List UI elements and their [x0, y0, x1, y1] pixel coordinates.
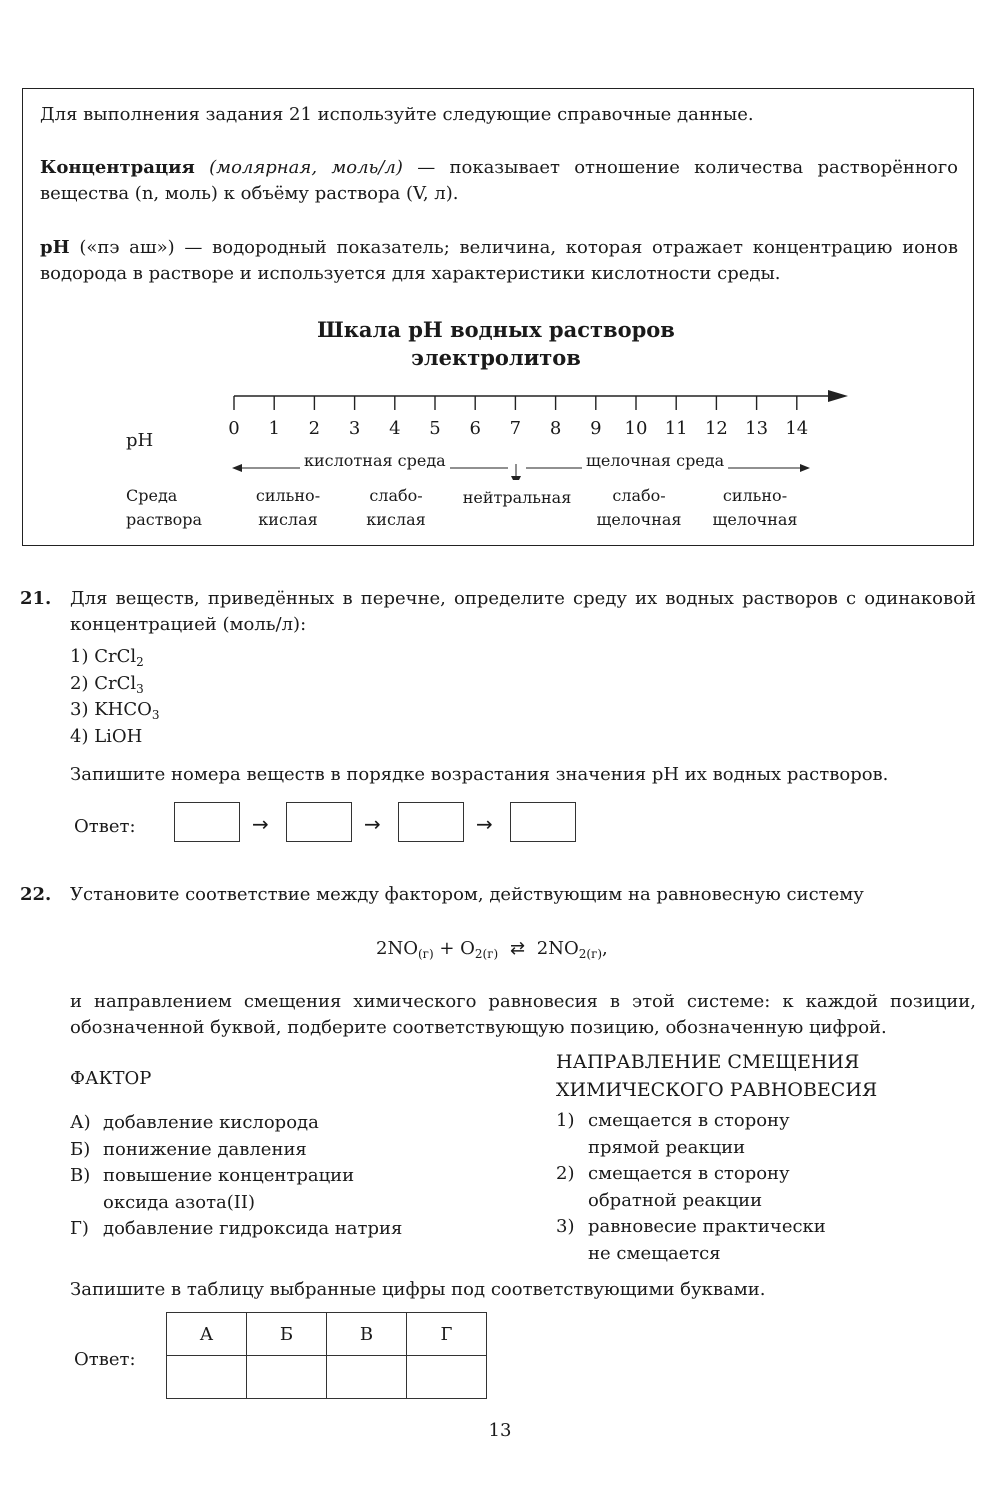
ph-value-label: 8 — [549, 418, 562, 439]
env-strong-acid-line2: кислая — [258, 510, 318, 529]
answer-table-header: Б — [247, 1313, 327, 1356]
ph-value-label: 6 — [469, 418, 481, 439]
answer-table-cell[interactable] — [167, 1356, 247, 1399]
factor-letter: Б) — [70, 1138, 91, 1160]
answer-table-header: А — [167, 1313, 247, 1356]
task21-text: Для веществ, приведённых в перечне, определите среду их водных растворов с одинаковой концентрацией (моль/л): — [70, 588, 976, 635]
env-strong-alkaline-line1: сильно- — [722, 486, 788, 505]
env-strong-alkaline-line2: щелочная — [712, 510, 798, 529]
ph-value-label: 10 — [624, 418, 648, 439]
concentration-text: — показывает отношение количества растворённого вещества (n, моль) к объёму раствора (V, л). — [40, 157, 958, 204]
neutral-marker-arrowhead — [511, 476, 521, 480]
ph-definition — [40, 235, 958, 287]
factor-text-cont: оксида азота(II) — [103, 1191, 256, 1213]
direction-text-cont: обратной реакции — [588, 1189, 763, 1211]
ph-text: («пэ аш») — водородный показатель; величина, которая отражает концентрацию ионов водорода в растворе и используется для характеристики кислотности среды. — [40, 237, 958, 284]
substance-subscript: 3 — [136, 681, 144, 696]
equilibrium-arrow: ⇄ — [509, 938, 526, 959]
direction-number: 2) — [556, 1163, 575, 1184]
factor-text: понижение давления — [103, 1138, 307, 1160]
substance-formula: LiOH — [94, 725, 143, 747]
eq-sub-gas-1: (г) — [417, 947, 434, 961]
task21-number: 21. — [20, 588, 52, 609]
substance-subscript: 3 — [151, 708, 160, 722]
factor-letter: В) — [70, 1165, 91, 1186]
factor-letter: Г) — [70, 1218, 89, 1239]
answer-arrow-1: → — [252, 812, 269, 836]
substance-number: 4) — [70, 725, 89, 747]
acid-range-label: кислотная среда — [300, 451, 450, 470]
substance-item — [70, 644, 160, 671]
env-weak-alkaline-line1: слабо- — [612, 486, 666, 505]
env-strong-acid-line1: сильно- — [255, 486, 321, 505]
factor-header: ФАКТОР — [70, 1068, 152, 1089]
environment-label-line2: раствора — [126, 510, 203, 529]
factor-item — [70, 1163, 402, 1216]
task22-answer-label: Ответ: — [74, 1349, 136, 1370]
eq-sub-gas-3: 2(г) — [578, 947, 603, 961]
concentration-units: (молярная, моль/л) — [209, 157, 403, 178]
factor-text: добавление кислорода — [103, 1112, 319, 1133]
direction-list — [556, 1108, 826, 1267]
task21-answer-label: Ответ: — [74, 816, 136, 837]
substance-number: 2) — [70, 672, 89, 694]
answer-arrow-2: → — [364, 812, 381, 836]
ph-value-label: 7 — [509, 418, 522, 439]
factor-letter: А) — [70, 1112, 91, 1133]
substance-formula: CrCl — [94, 646, 137, 667]
alkaline-range-arrowhead — [800, 464, 810, 472]
ph-value-label: 3 — [348, 418, 361, 439]
substance-formula: KHCO — [94, 699, 152, 720]
alkaline-range-label: щелочная среда — [582, 451, 728, 470]
answer-table-header: Г — [407, 1313, 487, 1356]
ph-axis-ticks — [234, 396, 797, 410]
factor-item — [70, 1216, 402, 1243]
env-weak-acid-line1: слабо- — [369, 486, 423, 505]
direction-text: смещается в сторону — [588, 1163, 790, 1184]
eq-product-no2: 2NO — [536, 938, 579, 959]
environment-label-line1: Среда — [126, 486, 178, 505]
substance-number: 1) — [70, 646, 89, 667]
ph-row-label: pH — [126, 430, 154, 451]
eq-reactant-no: 2NO — [376, 938, 418, 959]
ph-term: pH — [40, 237, 70, 258]
direction-number: 3) — [556, 1216, 575, 1237]
answer-table-cell[interactable] — [327, 1356, 407, 1399]
answer-table — [166, 1312, 487, 1399]
factor-text: добавление гидроксида натрия — [103, 1218, 403, 1239]
ph-value-label: 4 — [389, 418, 401, 439]
factor-list — [70, 1110, 402, 1243]
direction-header-line1: НАПРАВЛЕНИЕ СМЕЩЕНИЯ — [556, 1051, 860, 1073]
direction-text: равновесие практически — [588, 1216, 826, 1237]
task22-text2: и направлением смещения химического равновесия в этой системе: к каждой позиции, обозначенной буквой, подберите соответствующую позицию, обозначенную цифрой. — [70, 991, 976, 1038]
task22-instruction: Запишите в таблицу выбранные цифры под соответствующими буквами. — [70, 1279, 766, 1300]
scale-title-line2: электролитов — [411, 345, 581, 370]
env-weak-alkaline-line2: щелочная — [596, 510, 682, 529]
direction-text-cont: прямой реакции — [588, 1136, 746, 1158]
answer-arrow-3: → — [476, 812, 493, 836]
factor-item — [70, 1110, 402, 1137]
ph-value-label: 13 — [745, 418, 769, 439]
task21-list — [70, 644, 160, 750]
scale-title — [296, 316, 696, 372]
env-weak-acid-line2: кислая — [366, 510, 426, 529]
ph-value-label: 11 — [664, 418, 688, 439]
ph-axis-arrowhead — [828, 390, 848, 402]
env-weak-alkaline — [586, 484, 692, 532]
concentration-term: Концентрация — [40, 157, 195, 178]
factor-text: повышение концентрации — [103, 1165, 355, 1186]
direction-header-line2: ХИМИЧЕСКОГО РАВНОВЕСИЯ — [556, 1079, 878, 1101]
answer-box-4[interactable] — [510, 802, 576, 842]
scale-title-line1: Шкала pH водных растворов — [317, 317, 675, 342]
answer-box-1[interactable] — [174, 802, 240, 842]
answer-table-header: В — [327, 1313, 407, 1356]
env-weak-acid — [346, 484, 446, 532]
direction-text: смещается в сторону — [588, 1110, 790, 1131]
answer-box-3[interactable] — [398, 802, 464, 842]
ph-value-label: 9 — [590, 418, 602, 439]
substance-item — [70, 697, 160, 724]
answer-table-cell[interactable] — [407, 1356, 487, 1399]
env-strong-alkaline — [700, 484, 810, 532]
page-number: 13 — [488, 1420, 512, 1441]
reference-intro: Для выполнения задания 21 используйте следующие справочные данные. — [40, 104, 754, 125]
ph-value-label: 0 — [228, 418, 240, 439]
eq-reactant-o2: + O — [433, 938, 475, 959]
ph-value-label: 2 — [308, 418, 321, 439]
env-neutral: нейтральная — [462, 488, 572, 507]
direction-item — [556, 1214, 826, 1267]
task22-number: 22. — [20, 884, 52, 905]
ph-value-label: 1 — [268, 418, 280, 439]
eq-sub-gas-2: 2(г) — [474, 947, 499, 961]
eq-tail: , — [602, 938, 608, 959]
env-strong-acid — [238, 484, 338, 532]
substance-subscript: 2 — [136, 655, 144, 669]
concentration-definition — [40, 155, 958, 207]
answer-table-cell[interactable] — [247, 1356, 327, 1399]
answer-box-2[interactable] — [286, 802, 352, 842]
factor-item — [70, 1137, 402, 1164]
substance-item — [70, 724, 160, 751]
equilibrium-equation — [376, 936, 608, 962]
task22-text: Установите соответствие между фактором, действующим на равновесную систему — [70, 884, 864, 905]
ph-value-label: 12 — [704, 418, 728, 439]
acid-range-arrowhead — [232, 464, 242, 472]
environment-label — [126, 484, 202, 532]
substance-item — [70, 671, 160, 698]
direction-item — [556, 1161, 826, 1214]
direction-item — [556, 1108, 826, 1161]
direction-header — [556, 1048, 877, 1104]
substance-number: 3) — [70, 699, 89, 720]
task21-instruction: Запишите номера веществ в порядке возрастания значения pH их водных растворов. — [70, 764, 889, 785]
ph-value-label: 5 — [429, 418, 441, 439]
substance-formula: CrCl — [94, 672, 137, 694]
direction-text-cont: не смещается — [588, 1242, 721, 1264]
ph-value-label: 14 — [785, 418, 809, 439]
direction-number: 1) — [556, 1110, 575, 1131]
